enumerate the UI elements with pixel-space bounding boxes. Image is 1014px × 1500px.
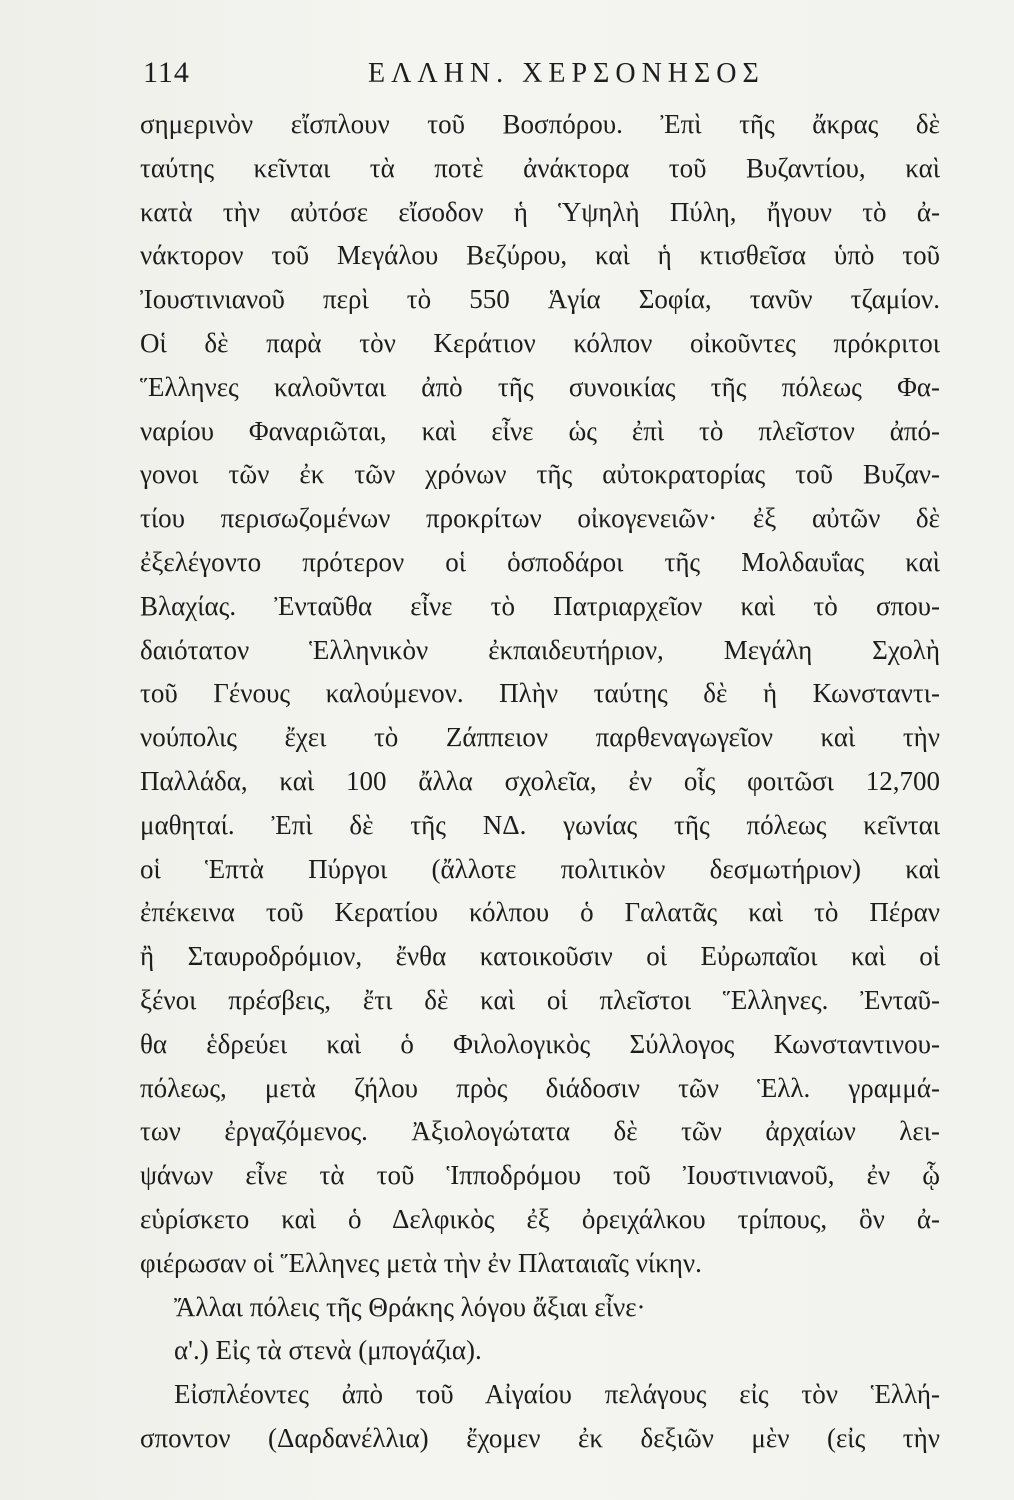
text-line: σποντον (Δαρδανέλλια) ἔχομεν ἐκ δεξιῶν μὲν (εἰς τὴν	[140, 1422, 940, 1453]
text-line: οἱ Ἑπτὰ Πύργοι (ἄλλοτε πολιτικὸν δεσμωτήριον) καὶ	[140, 853, 940, 884]
text-line: Εἰσπλέοντες ἀπὸ τοῦ Αἰγαίου πελάγους εἰς τὸν Ἑλλή-	[174, 1379, 940, 1410]
text-line: νούπολις ἔχει τὸ Ζάππειον παρθεναγωγεῖον καὶ τὴν	[140, 722, 940, 753]
text-line: Ἕλληνες καλοῦνται ἀπὸ τῆς συνοικίας τῆς πόλεως Φα-	[140, 371, 940, 402]
running-head: ΕΛΛΗΝ. ΧΕΡΣΟΝΗΣΟΣ	[368, 58, 765, 89]
text-line: ψάνων εἶνε τὰ τοῦ Ἱπποδρόμου τοῦ Ἰουστινιανοῦ, ἐν ᾧ	[140, 1160, 940, 1191]
body-text	[140, 103, 940, 1461]
text-line: Ἰουστινιανοῦ περὶ τὸ 550 Ἁγία Σοφία, τανῦν τζαμίον.	[140, 284, 940, 315]
text-line: φιέρωσαν οἱ Ἕλληνες μετὰ τὴν ἐν Πλαταιαῖς νίκην.	[140, 1247, 702, 1278]
text-line: μαθηταί. Ἐπὶ δὲ τῆς ΝΔ. γωνίας τῆς πόλεως κεῖνται	[140, 809, 940, 840]
text-line: τοῦ Γένους καλούμενον. Πλὴν ταύτης δὲ ἡ Κωνσταντι-	[140, 678, 940, 709]
text-line: θα ἑδρεύει καὶ ὁ Φιλολογικὸς Σύλλογος Κωνσταντινου-	[140, 1028, 940, 1059]
text-line: Οἱ δὲ παρὰ τὸν Κεράτιον κόλπον οἰκοῦντες πρόκριτοι	[140, 327, 940, 358]
text-line: δαιότατον Ἑλληνικὸν ἐκπαιδευτήριον, Μεγάλη Σχολὴ	[140, 634, 940, 665]
text-line: γονοι τῶν ἐκ τῶν χρόνων τῆς αὐτοκρατορίας τοῦ Βυζαν-	[140, 459, 940, 490]
text-line: νάκτορον τοῦ Μεγάλου Βεζύρου, καὶ ἡ κτισθεῖσα ὑπὸ τοῦ	[140, 240, 940, 271]
text-line: ἐξελέγοντο πρότερον οἱ ὁσποδάροι τῆς Μολδαυΐας καὶ	[140, 546, 940, 577]
text-line: ἢ Σταυροδρόμιον, ἔνθα κατοικοῦσιν οἱ Εὐρωπαῖοι καὶ οἱ	[140, 941, 940, 972]
text-line: ξένοι πρέσβεις, ἔτι δὲ καὶ οἱ πλεῖστοι Ἕλληνες. Ἐνταῦ-	[140, 984, 940, 1015]
text-line: Βλαχίας. Ἐνταῦθα εἶνε τὸ Πατριαρχεῖον καὶ τὸ σπου-	[140, 590, 940, 621]
text-line: πόλεως, μετὰ ζήλου πρὸς διάδοσιν τῶν Ἑλλ. γραμμά-	[140, 1072, 940, 1103]
text-line: των ἐργαζόμενος. Ἀξιολογώτατα δὲ τῶν ἀρχαίων λει-	[140, 1116, 940, 1147]
text-line: σημερινὸν εἴσπλουν τοῦ Βοσπόρου. Ἐπὶ τῆς ἄκρας δὲ	[140, 109, 940, 139]
page-number: 114	[143, 56, 190, 89]
text-line: εὑρίσκετο καὶ ὁ Δελφικὸς ἐξ ὀρειχάλκου τρίπους, ὃν ἀ-	[140, 1203, 940, 1234]
text-line: ἐπέκεινα τοῦ Κερατίου κόλπου ὁ Γαλατᾶς καὶ τὸ Πέραν	[140, 897, 940, 928]
text-line: α'.) Εἰς τὰ στενὰ (μπογάζια).	[174, 1335, 482, 1366]
text-line: Παλλάδα, καὶ 100 ἄλλα σχολεῖα, ἐν οἷς φοιτῶσι 12,700	[140, 765, 940, 796]
text-line: ναρίου Φαναριῶται, καὶ εἶνε ὡς ἐπὶ τὸ πλεῖστον ἀπό-	[140, 415, 940, 446]
text-line: Ἄλλαι πόλεις τῆς Θράκης λόγου ἄξιαι εἶνε·	[174, 1291, 646, 1322]
text-line: τίου περισωζομένων προκρίτων οἰκογενειῶν· ἐξ αὐτῶν δὲ	[140, 503, 940, 534]
text-line: κατὰ τὴν αὐτόσε εἴσοδον ἡ Ὑψηλὴ Πύλη, ἤγουν τὸ ἀ-	[140, 196, 940, 227]
text-line: ταύτης κεῖνται τὰ ποτὲ ἀνάκτορα τοῦ Βυζαντίου, καὶ	[140, 152, 940, 183]
